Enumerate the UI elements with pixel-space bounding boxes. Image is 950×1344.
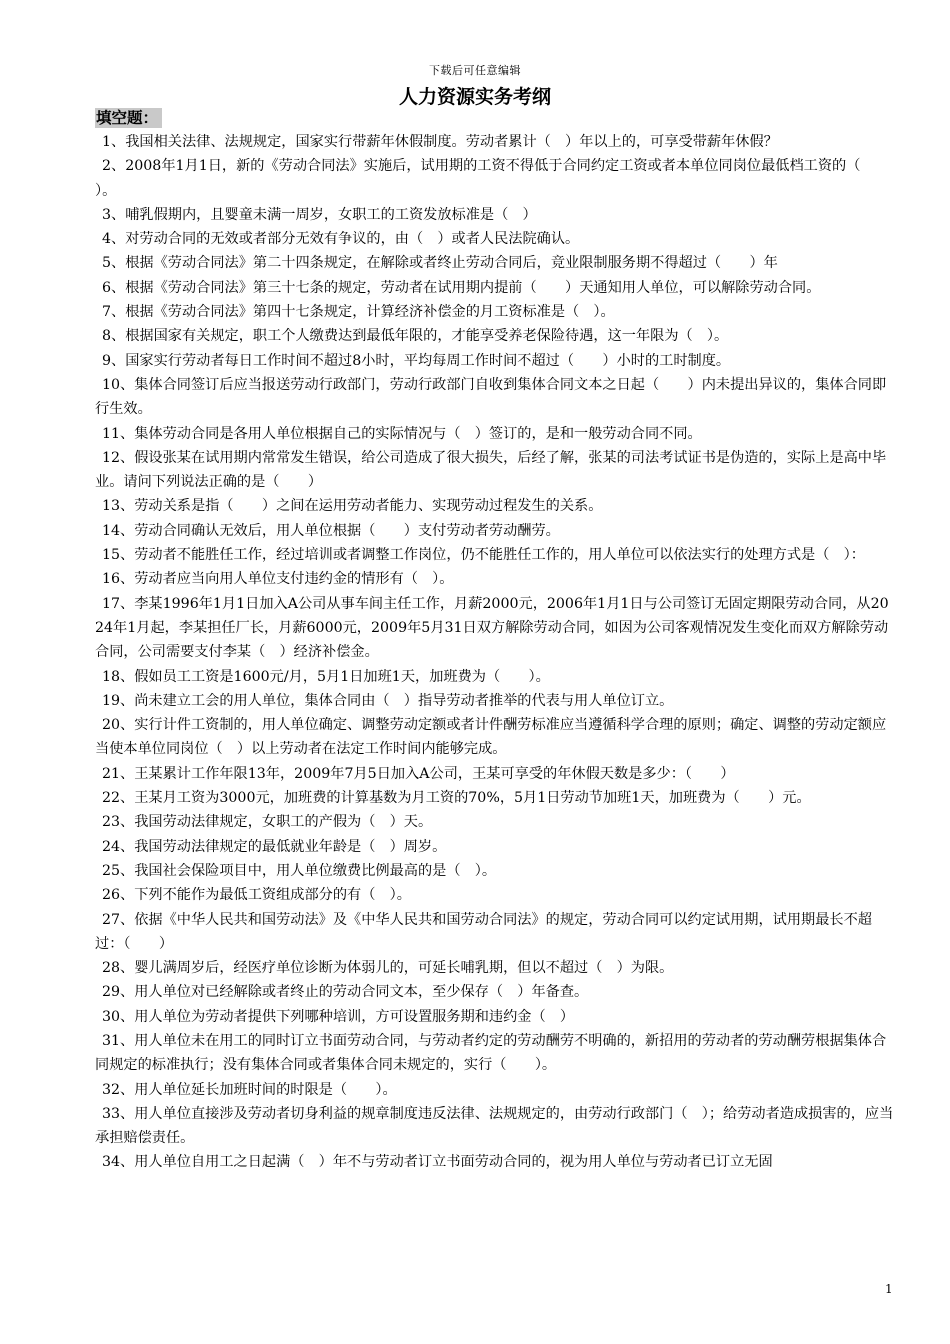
question-item: 15、劳动者不能胜任工作，经过培训或者调整工作岗位，仍不能胜任工作的，用人单位可以依法实行的处理方式是（ ）： [102, 547, 865, 564]
question-item: 12、假设张某在试用期内常常发生错误，给公司造成了很大损失，后经了解，张某的司法考试证书是伪造的，实际上是高中毕业。请问下列说法正确的是（ ） [95, 449, 887, 491]
question-item: 33、用人单位直接涉及劳动者切身利益的规章制度违反法律、法规规定的，由劳动行政部门（ ）；给劳动者造成损害的，应当承担赔偿责任。 [95, 1105, 894, 1147]
question-item: 28、婴儿满周岁后，经医疗单位诊断为体弱儿的，可延长哺乳期，但以不超过（ ）为限。 [102, 960, 674, 977]
page-number: 1 [885, 1282, 893, 1296]
question-item: 14、劳动合同确认无效后，用人单位根据（ ）支付劳动者劳动酬劳。 [102, 522, 560, 539]
question-item: 17、李某1996年1月1日加入A公司从事车间主任工作，月薪2000元，2006年1月1日与公司签订无固定期限劳动合同，从2024年1月起，李某担任厂长，月薪6000元，2009年5月31日双方解除劳动合同，如因为公司客观情况发生变化而双方解除劳动合同，公司需要支付李某（ ）经济补偿金。 [95, 595, 889, 661]
section-heading: 填空题： [95, 108, 162, 128]
question-item: 11、集体劳动合同是各用人单位根据自己的实际情况与（ ）签订的，是和一般劳动合同不同。 [102, 425, 702, 442]
question-item: 5、根据《劳动合同法》第二十四条规定，在解除或者终止劳动合同后，竞业限制服务期不得超过（ ）年 [102, 255, 778, 272]
question-item: 19、尚未建立工会的用人单位，集体合同由（ ）指导劳动者推举的代表与用人单位订立。 [102, 692, 674, 709]
question-item: 26、下列不能作为最低工资组成部分的有（ ）。 [102, 887, 411, 904]
question-list [95, 130, 895, 1175]
question-item: 27、依据《中华人民共和国劳动法》及《中华人民共和国劳动合同法》的规定，劳动合同可以约定试用期，试用期最长不超过：（ ） [95, 911, 872, 952]
question-item: 9、国家实行劳动者每日工作时间不超过8小时，平均每周工作时间不超过（ ）小时的工时制度。 [102, 352, 731, 369]
question-item: 34、用人单位自用工之日起满（ ）年不与劳动者订立书面劳动合同的，视为用人单位与劳动者已订立无固 [102, 1154, 773, 1171]
question-item: 6、根据《劳动合同法》第三十七条的规定，劳动者在试用期内提前（ ）天通知用人单位，可以解除劳动合同。 [102, 279, 821, 296]
question-item: 31、用人单位未在用工的同时订立书面劳动合同，与劳动者约定的劳动酬劳不明确的，新招用的劳动者的劳动酬劳根据集体合同规定的标准执行；没有集体合同或者集体合同未规定的，实行（ ）。 [95, 1032, 887, 1074]
question-item: 1、我国相关法律、法规规定，国家实行带薪年休假制度。劳动者累计（ ）年以上的，可享受带薪年休假？ [102, 134, 778, 150]
question-item: 25、我国社会保险项目中，用人单位缴费比例最高的是（ ）。 [102, 862, 497, 879]
question-item: 7、根据《劳动合同法》第四十七条规定，计算经济补偿金的月工资标准是（ ）。 [102, 304, 615, 321]
question-item: 2、2008年1月1日，新的《劳动合同法》实施后，试用期的工资不得低于合同约定工资或者本单位同岗位最低档工资的（ ）。 [95, 158, 889, 199]
document-title: 人力资源实务考纲 [398, 86, 551, 108]
question-item: 30、用人单位为劳动者提供下列哪种培训，方可设置服务期和违约金（ ） [102, 1008, 575, 1025]
question-item: 23、我国劳动法律规定，女职工的产假为（ ）天。 [102, 814, 433, 831]
header-note: 下载后可任意编辑 [429, 64, 521, 77]
question-item: 22、王某月工资为3000元，加班费的计算基数为月工资的70%，5月1日劳动节加班1天，加班费为（ ）元。 [102, 790, 811, 807]
question-item: 24、我国劳动法律规定的最低就业年龄是（ ）周岁。 [102, 838, 447, 855]
question-item: 3、哺乳假期内，且婴童未满一周岁，女职工的工资发放标准是（ ） [102, 206, 537, 223]
question-item: 29、用人单位对已经解除或者终止的劳动合同文本，至少保存（ ）年备查。 [102, 984, 589, 1001]
question-item: 4、对劳动合同的无效或者部分无效有争议的，由（ ）或者人民法院确认。 [102, 231, 580, 248]
question-item: 10、集体合同签订后应当报送劳动行政部门，劳动行政部门自收到集体合同文本之日起（ ）内未提出异议的，集体合同即行生效。 [95, 376, 887, 418]
question-item: 21、王某累计工作年限13年，2009年7月5日加入A公司，王某可享受的年休假天数是多少：（ ） [102, 765, 735, 782]
question-item: 32、用人单位延长加班时间的时限是（ ）。 [102, 1081, 397, 1098]
question-item: 13、劳动关系是指（ ）之间在运用劳动者能力、实现劳动过程发生的关系。 [102, 498, 603, 515]
question-item: 18、假如员工工资是1600元/月，5月1日加班1天，加班费为（ ）。 [102, 668, 550, 685]
question-item: 16、劳动者应当向用人单位支付违约金的情形有（ ）。 [102, 571, 454, 588]
question-item: 20、实行计件工资制的，用人单位确定、调整劳动定额或者计件酬劳标准应当遵循科学合理的原则；确定、调整的劳动定额应当使本单位同岗位（ ）以上劳动者在法定工作时间内能够完成。 [95, 717, 887, 758]
question-item: 8、根据国家有关规定，职工个人缴费达到最低年限的，才能享受养老保险待遇，这一年限为（ ）。 [102, 328, 729, 345]
